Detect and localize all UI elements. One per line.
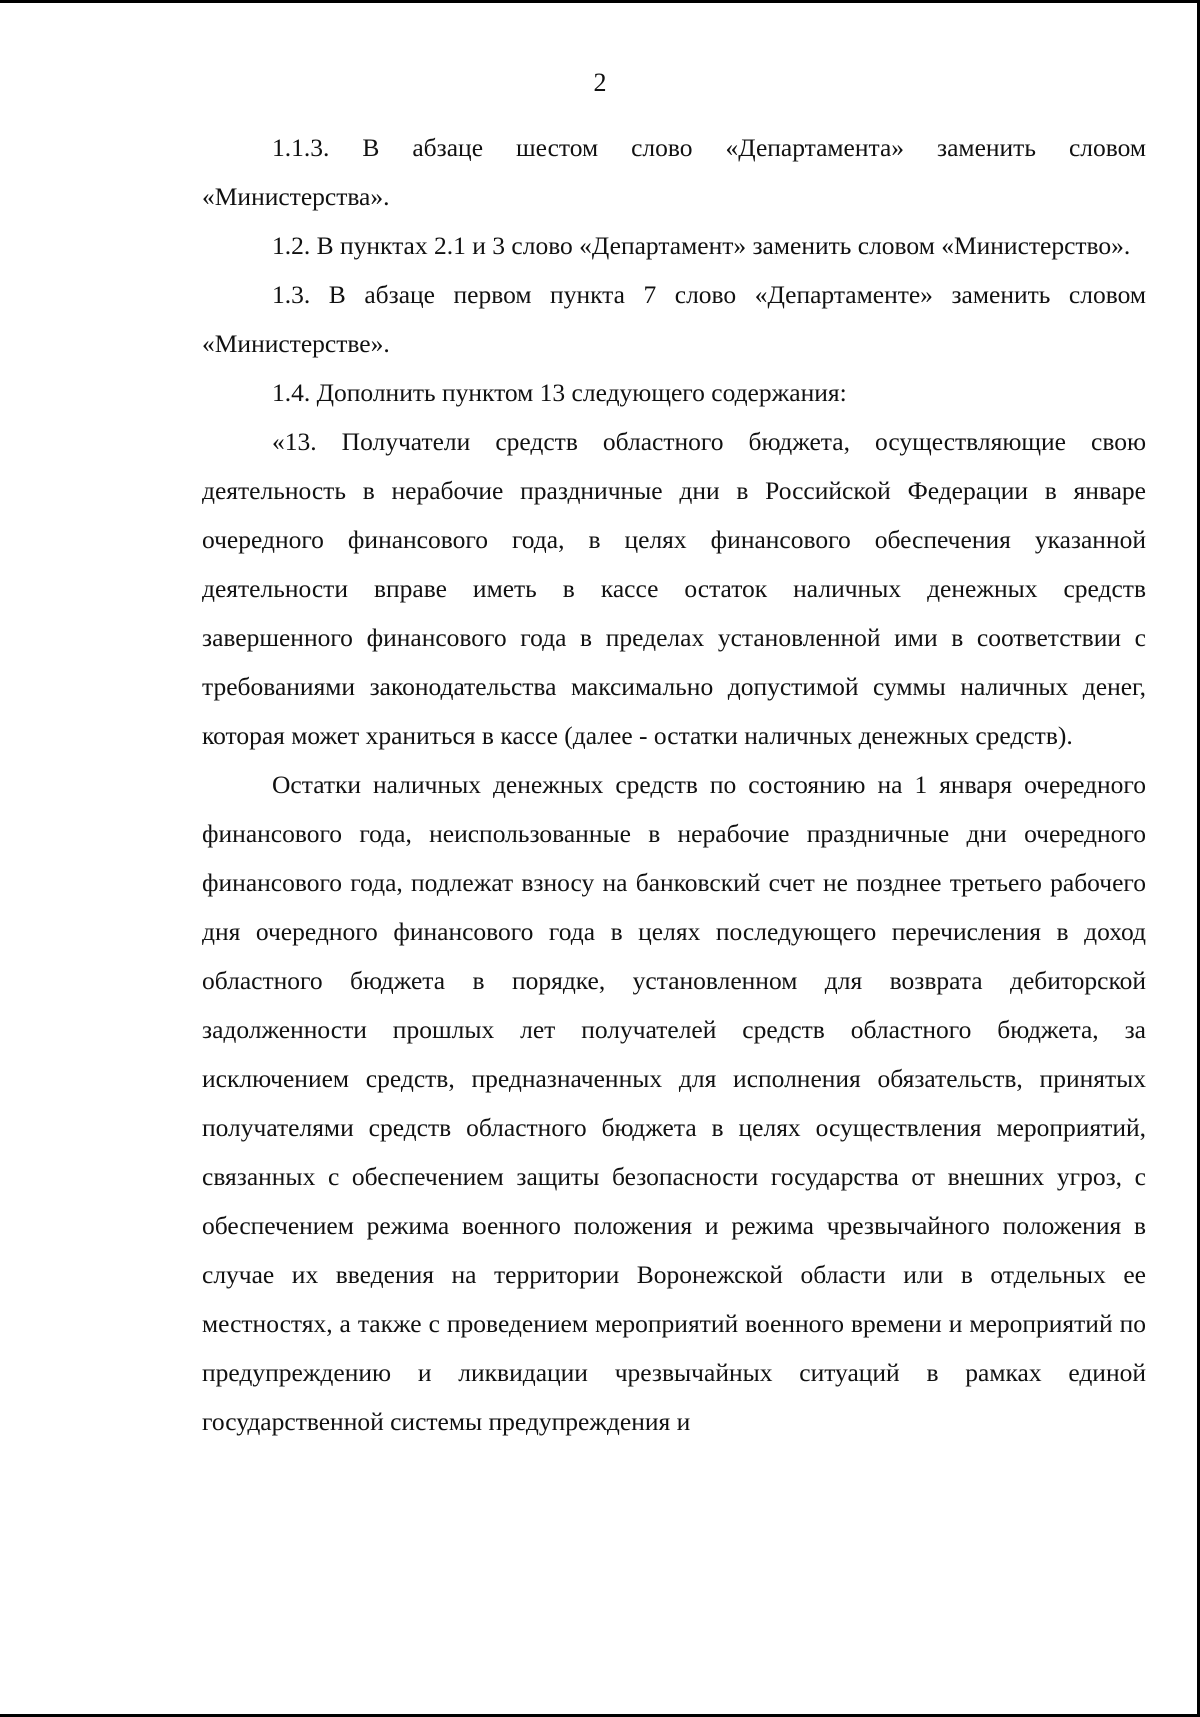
page-number: 2 xyxy=(593,68,607,97)
document-body xyxy=(202,123,1146,1446)
paragraph-1-3: 1.3. В абзаце первом пункта 7 слово «Департаменте» заменить словом «Министерстве». xyxy=(202,280,1146,358)
paragraph-remainders: Остатки наличных денежных средств по состоянию на 1 января очередного финансового года, неиспользованные в нерабочие праздничные дни очередного финансового года, подлежат взносу на банковский счет не позднее третьего рабочего дня очередного финансового года в целях последующего перечисления в доход областного бюджета в порядке, установленном для возврата дебиторской задолженности прошлых лет получателей средств областного бюджета, за исключением средств, предназначенных для исполнения обязательств, принятых получателями средств областного бюджета в целях осуществления мероприятий, связанных с обеспечением защиты безопасности государства от внешних угроз, с обеспечением режима военного положения и режима чрезвычайного положения в случае их введения на территории Воронежской области или в отдельных ее местностях, а также с проведением мероприятий военного времени и мероприятий по предупреждению и ликвидации чрезвычайных ситуаций в рамках единой государственной системы предупреждения и xyxy=(202,770,1146,1436)
paragraph-1-1-3: 1.1.3. В абзаце шестом слово «Департамента» заменить словом «Министерства». xyxy=(202,133,1146,211)
scan-border-top xyxy=(0,0,1200,3)
paragraph-1-4: 1.4. Дополнить пунктом 13 следующего содержания: xyxy=(272,378,847,407)
paragraph-13: «13. Получатели средств областного бюджета, осуществляющие свою деятельность в нерабочие праздничные дни в Российской Федерации в январе очередного финансового года, в целях финансового обеспечения указанной деятельности вправе иметь в кассе остаток наличных денежных средств завершенного финансового года в пределах установленной ими в соответствии с требованиями законодательства максимально допустимой суммы наличных денег, которая может храниться в кассе (далее - остатки наличных денежных средств). xyxy=(202,427,1146,750)
paragraph-1-2: 1.2. В пунктах 2.1 и 3 слово «Департамент» заменить словом «Министерство». xyxy=(272,231,1131,260)
